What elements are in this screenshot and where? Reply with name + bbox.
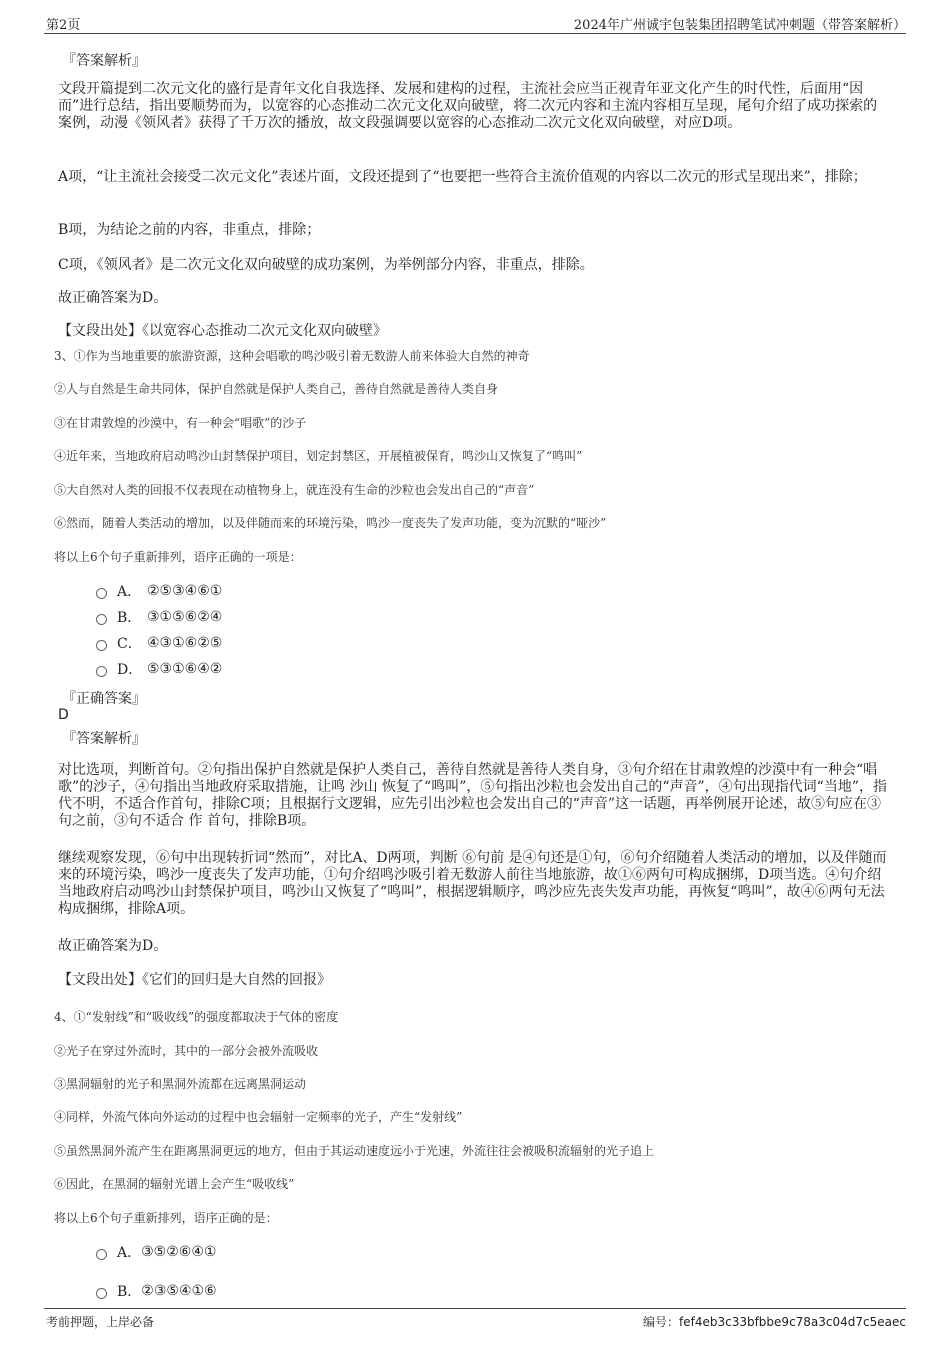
radio-icon[interactable] [96, 1249, 107, 1260]
document-title: 2024年广州诚宇包装集团招聘笔试冲刺题（带答案解析） [573, 18, 906, 33]
radio-icon[interactable] [96, 666, 107, 677]
q4-option-b[interactable] [96, 1282, 217, 1300]
q4-sentence-5: ⑤虽然黑洞外流产生在距离黑洞更远的地方，但由于其运动速度远小于光速，外流往往会被吸积流辐射的光子追上 [54, 1144, 655, 1158]
q2-source: 【文段出处】《以宽容心态推动二次元文化双向破壁》 [58, 323, 387, 339]
q3-sentence-1: 3、①作为当地重要的旅游资源，这种会唱歌的鸣沙吸引着无数游人前来体验大自然的神奇 [54, 349, 530, 363]
q3-sentence-4: ④近年来，当地政府启动鸣沙山封禁保护项目，划定封禁区，开展植被保育，鸣沙山又恢复了“鸣叫” [54, 449, 583, 463]
code-value: fef4eb3c33bfbbe9c78a3c04d7c5eaec [679, 1315, 906, 1329]
q3-option-b[interactable] [96, 608, 222, 626]
q3-option-d[interactable] [96, 660, 222, 678]
header-divider [44, 33, 906, 34]
q4-option-a[interactable] [96, 1243, 216, 1261]
q4-prompt: 将以上6个句子重新排列，语序正确的是： [54, 1211, 278, 1225]
footer-divider [44, 1308, 906, 1309]
option-letter: D． [117, 662, 143, 678]
footer-slogan: 考前押题，上岸必备 [46, 1315, 155, 1329]
q2-analysis-paragraph-3: B项，为结论之前的内容，非重点，排除； [58, 222, 321, 238]
option-letter: B． [117, 1284, 142, 1300]
q4-sentence-2: ②光子在穿过外流时，其中的一部分会被外流吸收 [54, 1044, 319, 1058]
q3-sentence-3: ③在甘肃敦煌的沙漠中，有一种会“唱歌”的沙子 [54, 416, 307, 430]
q3-analysis-paragraph-2: 继续观察发现，⑥句中出现转折词“然而”，对比A、D两项，判断 ⑥句前 是④句还是①句，⑥句介绍随着人类活动的增加，以及伴随而来的环境污染，鸣沙一度丧失了发声功能，①句介绍鸣沙吸引着无数游人前往当地旅游，故①⑥两句可构成捆绑，D项当选。④句介绍当地政府启动鸣沙山封禁保护项目，鸣沙山又恢复了“鸣叫”，根据逻辑顺序，鸣沙应先丧失发声功能，再恢复“鸣叫”，故④⑥两句无法构成捆绑，排除A项。 [58, 850, 887, 917]
code-label: 编号： [642, 1315, 679, 1329]
q3-option-a[interactable] [96, 582, 222, 600]
q2-analysis-paragraph-2: A项，“让主流社会接受二次元文化”表述片面，文段还提到了“也要把一些符合主流价值观的内容以二次元的形式呈现出来”，排除； [58, 169, 867, 185]
q2-analysis-paragraph-4: C项，《领风者》是二次元文化双向破壁的成功案例，为举例部分内容，非重点，排除。 [58, 257, 594, 273]
option-text: ②⑤③④⑥① [147, 583, 223, 599]
q3-sentence-6: ⑥然而，随着人类活动的增加，以及伴随而来的环境污染，鸣沙一度丧失了发声功能，变为沉默的“哑沙” [54, 516, 607, 530]
q4-sentence-6: ⑥因此，在黑洞的辐射光谱上会产生“吸收线” [54, 1177, 295, 1191]
q3-answer-tag: 『正确答案』 [62, 691, 146, 707]
q2-analysis-paragraph-1: 文段开篇提到二次元文化的盛行是青年文化自我选择、发展和建构的过程，主流社会应当正视青年亚文化产生的时代性，后面用“因而”进行总结，指出要顺势而为，以宽容的心态推动二次元文化双向破壁，将二次元内容和主流内容相互呈现，尾句介绍了成功探索的案例，动漫《领风者》获得了千万次的播放，故文段强调要以宽容的心态推动二次元文化双向破壁，对应D项。 [58, 81, 878, 131]
option-text: ③①⑤⑥②④ [147, 609, 223, 625]
radio-icon[interactable] [96, 640, 107, 651]
q4-sentence-4: ④同样，外流气体向外运动的过程中也会辐射一定频率的光子，产生“发射线” [54, 1110, 463, 1124]
q3-analysis-conclusion: 故正确答案为D。 [58, 938, 168, 954]
option-letter: C． [117, 636, 142, 652]
q3-analysis-tag: 『答案解析』 [62, 731, 146, 747]
q2-analysis-tag: 『答案解析』 [62, 53, 146, 69]
option-letter: A． [117, 1245, 142, 1261]
q3-sentence-2: ②人与自然是生命共同体，保护自然就是保护人类自己，善待自然就是善待人类自身 [54, 382, 499, 396]
q3-source: 【文段出处】《它们的回归是大自然的回报》 [58, 972, 331, 988]
document-code [643, 1313, 906, 1330]
q3-prompt: 将以上6个句子重新排列，语序正确的一项是： [54, 550, 302, 564]
option-letter: A． [117, 584, 142, 600]
option-letter: B． [117, 610, 142, 626]
option-text: ⑤③①⑥④② [147, 661, 223, 677]
q4-sentence-1: 4、①“发射线”和“吸收线”的强度都取决于气体的密度 [54, 1010, 339, 1024]
q3-correct-answer: D [58, 707, 69, 723]
radio-icon[interactable] [96, 1288, 107, 1299]
radio-icon[interactable] [96, 588, 107, 599]
q4-sentence-3: ③黑洞辐射的光子和黑洞外流都在远离黑洞运动 [54, 1077, 307, 1091]
q2-analysis-conclusion: 故正确答案为D。 [58, 290, 168, 306]
q3-analysis-paragraph-1: 对比选项，判断首句。②句指出保护自然就是保护人类自己，善待自然就是善待人类自身，③句介绍在甘肃敦煌的沙漠中有一种会“唱歌”的沙子，④句指出当地政府采取措施，让鸣 沙山 恢复了“鸣叫”，⑤句指出沙粒也会发出自己的“声音”，④句出现指代词“当地”，指代不明，不适合作首句，排除C项；且根据行文逻辑，应先引出沙粒也会发出自己的“声音”这一话题，再举例展开论述，故⑤句应在③句之前，③句不适合 作 首句，排除B项。 [58, 762, 887, 829]
option-text: ③⑤②⑥④① [141, 1244, 217, 1260]
option-text: ②③⑤④①⑥ [141, 1283, 217, 1299]
radio-icon[interactable] [96, 614, 107, 625]
q3-option-c[interactable] [96, 634, 222, 652]
option-text: ④③①⑥②⑤ [147, 635, 223, 651]
page-number: 第2页 [46, 18, 81, 33]
q3-sentence-5: ⑤大自然对人类的回报不仅表现在动植物身上，就连没有生命的沙粒也会发出自己的“声音” [54, 483, 535, 497]
